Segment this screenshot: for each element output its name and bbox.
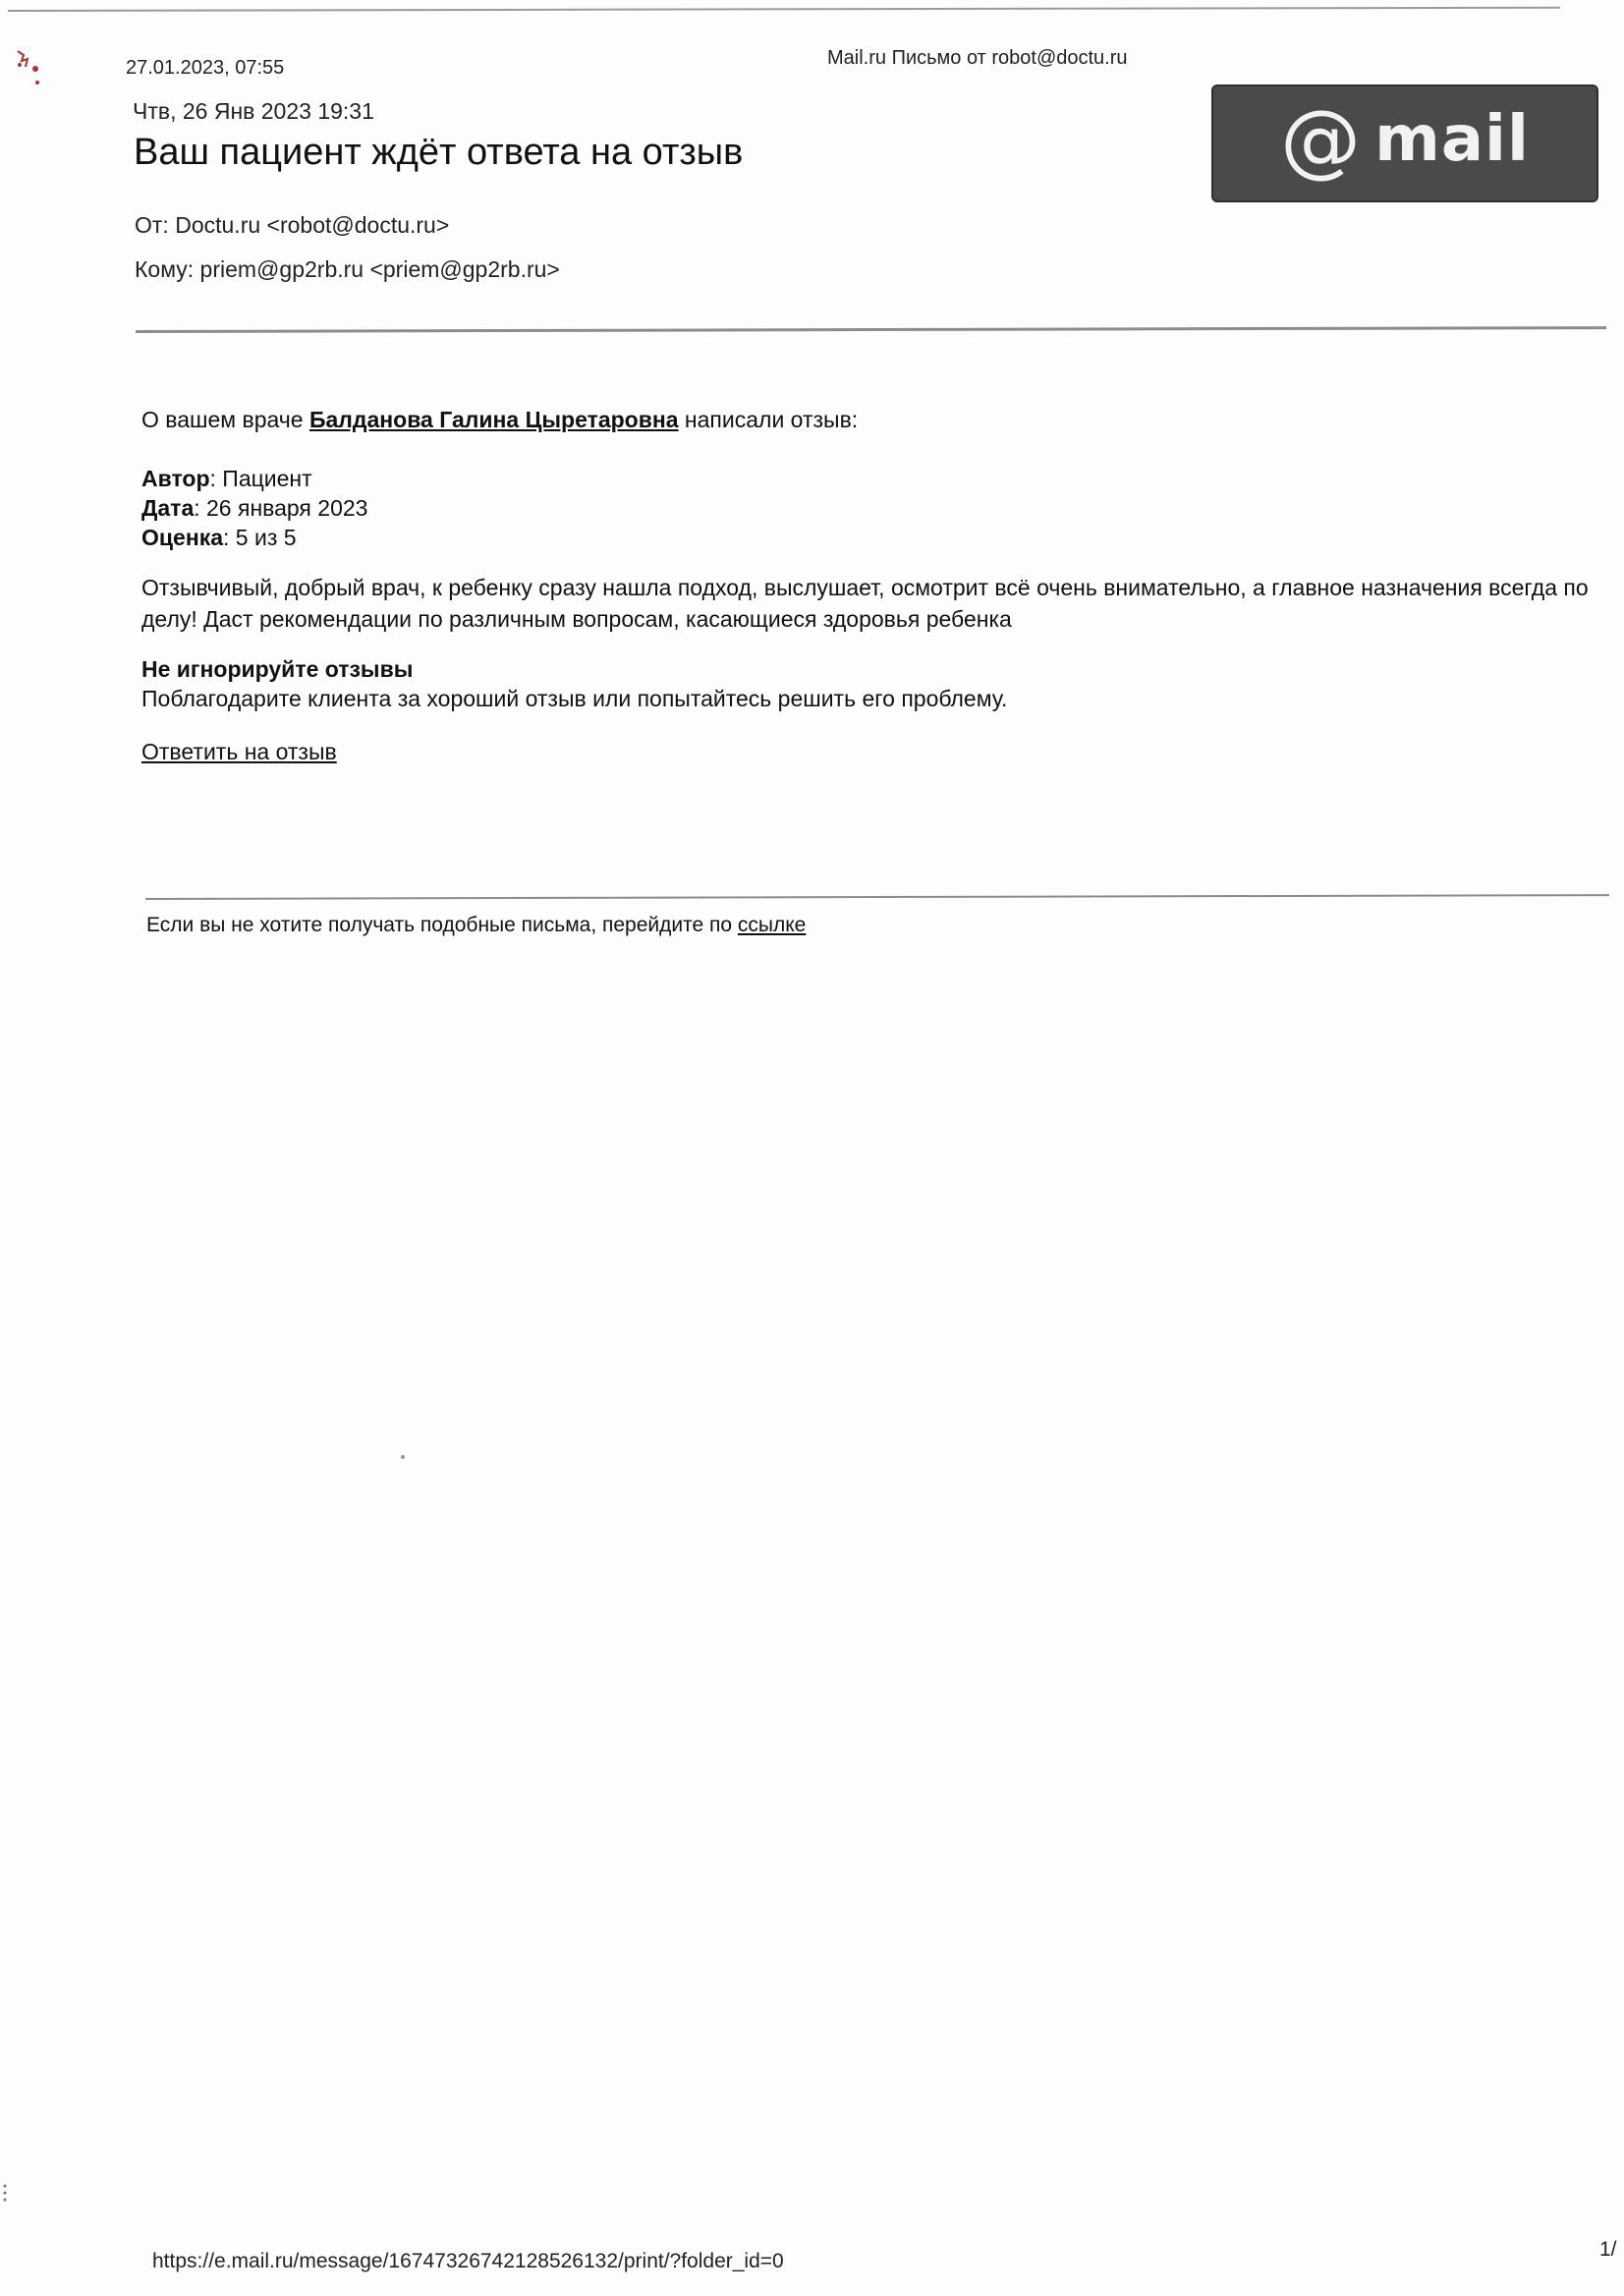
scan-speck — [401, 1455, 405, 1459]
warning-block — [141, 654, 1605, 713]
doctor-name-link[interactable]: Балданова Галина Цыретаровна — [308, 407, 679, 432]
review-text: Отзывчивый, добрый врач, к ребенку сразу нашла подход, выслушает, осмотрит всё очень внимательно, а главное назначения всегда по делу! Даст рекомендации по различным вопросам, касающиеся здоровья ребенка — [141, 575, 1589, 632]
author-label: Автор — [141, 466, 210, 491]
message-date: Чтв, 26 Янв 2023 19:31 — [133, 98, 374, 124]
intro-after: написали отзыв: — [678, 407, 859, 432]
unsubscribe-line — [146, 914, 806, 937]
page-number: 1/ — [1599, 2238, 1617, 2261]
to-label: Кому: — [135, 256, 195, 282]
reply-link[interactable]: Ответить на отзыв — [141, 739, 337, 764]
author-row — [141, 464, 1605, 493]
warning-title: Не игнорируйте отзывы — [141, 656, 414, 682]
scan-mark-icon — [14, 47, 43, 94]
footer-divider — [145, 894, 1609, 900]
review-meta — [141, 464, 1605, 552]
warning-text: Поблагодарите клиента за хороший отзыв или попытайтесь решить его проблему. — [141, 686, 1008, 711]
rating-label: Оценка — [141, 525, 224, 550]
date-value: : 26 января 2023 — [194, 495, 368, 521]
logo-text: mail — [1374, 103, 1530, 176]
unsubscribe-link[interactable]: ссылке — [737, 914, 807, 936]
at-sign-icon: @ — [1280, 93, 1362, 187]
print-header-title: Mail.ru Письмо от robot@doctu.ru — [827, 47, 1128, 69]
to-value: priem@gp2rb.ru <priem@gp2rb.ru> — [199, 256, 560, 282]
from-label: От: — [135, 212, 169, 238]
intro-before: О вашем враче — [141, 407, 309, 432]
from-line — [135, 212, 449, 239]
date-row — [141, 493, 1605, 523]
scan-top-edge — [8, 7, 1560, 12]
scan-dots-icon — [2, 2183, 10, 2203]
reply-row — [141, 739, 1605, 765]
print-footer-url: https://e.mail.ru/message/16747326742128526132/print/?folder_id=0 — [152, 2250, 784, 2272]
rating-value: : 5 из 5 — [223, 525, 297, 550]
to-line — [135, 256, 560, 283]
header-divider — [136, 326, 1606, 333]
from-value: Doctu.ru <robot@doctu.ru> — [175, 212, 450, 238]
date-label: Дата — [141, 495, 195, 521]
mail-logo — [1211, 84, 1598, 202]
unsubscribe-text: Если вы не хотите получать подобные письма, перейдите по — [146, 914, 738, 936]
author-value: : Пациент — [209, 466, 312, 491]
intro-line — [141, 407, 1605, 433]
rating-row — [141, 523, 1605, 552]
message-subject: Ваш пациент ждёт ответа на отзыв — [134, 132, 744, 173]
print-timestamp: 27.01.2023, 07:55 — [126, 57, 285, 79]
